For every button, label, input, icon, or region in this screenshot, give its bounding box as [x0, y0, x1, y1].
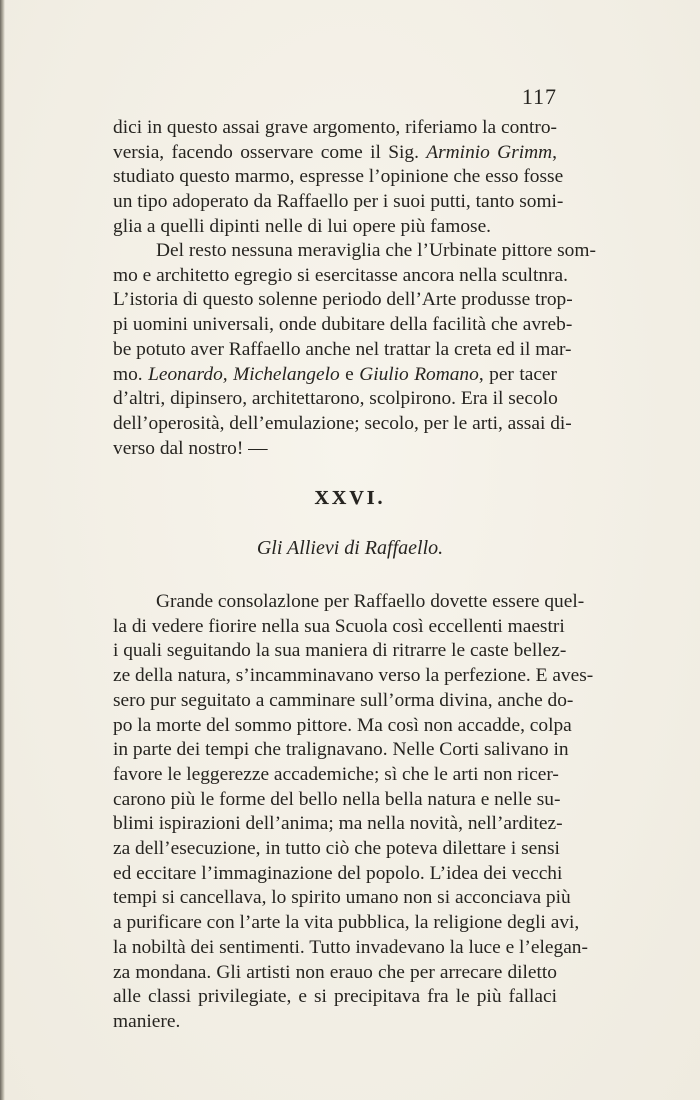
italic-name: Arminio Grimm — [426, 141, 553, 163]
text-line: d’altri, dipinsero, architettarono, scolpirono. Era il secolo — [113, 388, 558, 410]
text-line: blimi ispirazioni dell’anima; ma nella novità, nell’arditez- — [113, 813, 563, 835]
text-line: glia a quelli dipinti nelle di lui opere più famose. — [113, 215, 492, 237]
text-line: Del resto nessuna meraviglia che l’Urbinate pittore som- — [156, 240, 596, 261]
paragraph-1 — [113, 116, 564, 240]
text-line: dell’operosità, dell’emulazione; secolo, per le arti, assai di- — [113, 412, 572, 434]
text-line: la di vedere fiorire nella sua Scuola così eccellenti maestri — [113, 615, 565, 637]
italic-names: Leonardo, Michelangelo — [148, 363, 340, 385]
text-line: in parte dei tempi che tralignavano. Nelle Corti salivano in — [113, 739, 569, 761]
text-line: ed eccitare l’immaginazione del popolo. L’idea dei vecchi — [113, 862, 563, 884]
chapter-number: XXVI. — [314, 487, 386, 509]
italic-name: Giulio Romano — [359, 363, 479, 385]
text-line: za mondana. Gli artisti non erauo che per arrecare diletto — [113, 961, 557, 983]
text-line: un tipo adoperato da Raffaello per i suoi putti, tanto somi- — [113, 191, 564, 213]
text-line: dici in questo assai grave argomento, riferiamo la contro- — [113, 117, 557, 138]
text-line: za dell’esecuzione, in tutto ciò che poteva dilettare i sensi — [113, 838, 560, 860]
text-line: sero pur seguitato a camminare sull’orma divina, anche do- — [113, 689, 574, 711]
paragraph-2 — [113, 239, 596, 461]
text-line: alle classi privilegiate, e si precipitava fra le più fallaci — [113, 986, 557, 1008]
text-line: Grande consolazlone per Raffaello dovette essere quel- — [156, 591, 585, 612]
text-line: studiato questo marmo, espresse l’opinione che esso fosse — [113, 166, 564, 188]
text-line: po la morte del sommo pittore. Ma così non accadde, colpa — [113, 714, 572, 736]
text-line: L’istoria di questo solenne periodo dell’Arte produsse trop- — [113, 289, 573, 311]
text-line: a purificare con l’arte la vita pubblica, la religione degli avi, — [113, 912, 580, 934]
text-line: verso dal nostro! — — [113, 437, 268, 459]
text-line: versia, facendo osservare come il Sig. Arminio Grimm, — [113, 141, 557, 163]
text-line: i quali seguitando la sua maniera di ritrarre le caste bellez- — [113, 640, 567, 662]
text-line: carono più le forme del bello nella bella natura e nelle su- — [113, 788, 561, 810]
paragraph-3 — [113, 590, 594, 1035]
text-line: favore le leggerezze accademiche; sì che le arti non ricer- — [113, 763, 559, 785]
text-line: mo. Leonardo, Michelangelo e Giulio Romano, per tacer — [113, 363, 557, 385]
text-line: tempi si cancellava, lo spirito umano non si acconciava più — [113, 887, 571, 909]
text-line: mo e architetto egregio si esercitasse ancora nella scultnra. — [113, 264, 568, 286]
chapter-title: Gli Allievi di Raffaello. — [256, 537, 444, 559]
text-line: be potuto aver Raffaello anche nel trattar la creta ed il mar- — [113, 338, 572, 360]
text-line: la nobiltà dei sentimenti. Tutto invadevano la luce e l’elegan- — [113, 936, 588, 958]
text-line: ze della natura, s’incamminavano verso la perfezione. E aves- — [113, 665, 594, 687]
page-number: 117 — [521, 84, 557, 109]
text-line: maniere. — [113, 1010, 181, 1032]
text-line: pi uomini universali, onde dubitare della facilità che avreb- — [113, 314, 573, 336]
